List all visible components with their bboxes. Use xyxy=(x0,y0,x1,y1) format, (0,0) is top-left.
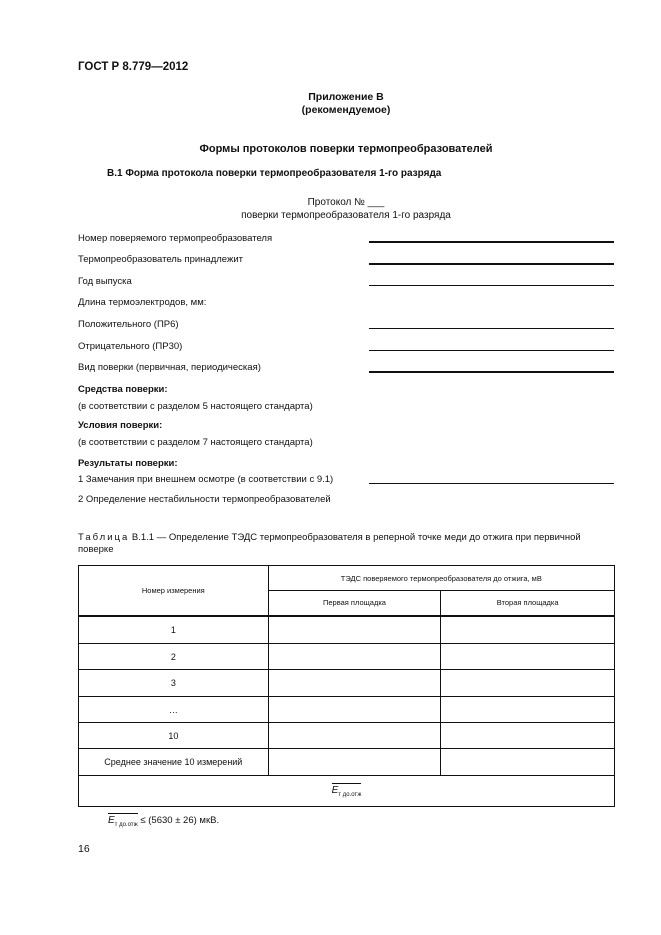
cell-row3-second[interactable] xyxy=(441,670,615,697)
cell-row10-first[interactable] xyxy=(268,723,441,749)
protocol-subject: поверки термопреобразователя 1-го разряда xyxy=(241,210,451,221)
emf-symbol: $E_{т до.отж}$ xyxy=(331,784,362,798)
field-line-serial[interactable] xyxy=(369,241,614,243)
conditions-heading: Условия поверки: xyxy=(78,420,163,431)
page-number: 16 xyxy=(78,843,90,855)
cell-row-ellipsis-first[interactable] xyxy=(268,697,441,723)
annex-subtitle: (рекомендуемое) xyxy=(301,104,391,116)
subsection-title: В.1 Форма протокола поверки термопреобразователя 1-го разряда xyxy=(107,168,442,179)
means-heading: Средства поверки: xyxy=(78,384,168,395)
field-line-owner[interactable] xyxy=(369,263,614,265)
cell-row2-second[interactable] xyxy=(441,644,615,670)
table-caption-word: Таблица xyxy=(78,532,130,543)
cell-row10-second[interactable] xyxy=(441,723,615,749)
row-label-mean: Среднее значение 10 измерений xyxy=(79,749,269,776)
field-line-negative[interactable] xyxy=(369,350,614,351)
emf-table xyxy=(78,565,615,807)
header-second-plateau: Вторая площадка xyxy=(441,591,615,616)
results-heading: Результаты поверки: xyxy=(78,458,178,469)
row-label-2: 2 xyxy=(79,644,269,670)
cell-row2-first[interactable] xyxy=(268,644,441,670)
row-emf-symbol xyxy=(79,776,615,807)
header-measure-number: Номер измерения xyxy=(79,566,269,616)
table-caption-text: В.1.1 — Определение ТЭДС термопреобразователя в реперной точке меди до отжига при первичной поверке xyxy=(78,532,581,555)
field-line-positive[interactable] xyxy=(369,328,614,329)
header-first-plateau: Первая площадка xyxy=(268,591,441,616)
cell-row-ellipsis-second[interactable] xyxy=(441,697,615,723)
header-emf-group: ТЭДС поверяемого термопреобразователя до отжига, мВ xyxy=(268,566,614,591)
cell-mean-second[interactable] xyxy=(441,749,615,776)
field-line-remarks[interactable] xyxy=(369,483,614,484)
field-label-type: Вид поверки (первичная, периодическая) xyxy=(78,362,261,373)
conditions-note: (в соответствии с разделом 7 настоящего стандарта) xyxy=(78,437,313,448)
field-label-electrode-length: Длина термоэлектродов, мм: xyxy=(78,297,207,308)
table-caption xyxy=(78,532,614,556)
annex-heading xyxy=(78,91,614,117)
formula-relation: ≤ (5630 ± 26) мкВ. xyxy=(137,815,220,826)
cell-row3-first[interactable] xyxy=(268,670,441,697)
field-label-positive: Положительного (ПР6) xyxy=(78,319,179,330)
field-label-serial: Номер поверяемого термопреобразователя xyxy=(78,233,273,244)
results-item-1: 1 Замечания при внешнем осмотре (в соответствии с 9.1) xyxy=(78,474,334,485)
document-code: ГОСТ Р 8.779—2012 xyxy=(78,61,189,73)
cell-row1-first[interactable] xyxy=(268,616,441,644)
row-label-3: 3 xyxy=(79,670,269,697)
field-label-owner: Термопреобразователь принадлежит xyxy=(78,254,243,265)
row-label-ellipsis: … xyxy=(79,697,269,723)
field-line-year[interactable] xyxy=(369,285,614,286)
row-label-1: 1 xyxy=(79,616,269,644)
results-item-2: 2 Определение нестабильности термопреобразователей xyxy=(78,494,331,505)
cell-mean-first[interactable] xyxy=(268,749,441,776)
cell-row1-second[interactable] xyxy=(441,616,615,644)
means-note: (в соответствии с разделом 5 настоящего стандарта) xyxy=(78,401,313,412)
protocol-number: Протокол № ___ xyxy=(307,197,385,208)
row-label-10: 10 xyxy=(79,723,269,749)
acceptance-formula xyxy=(108,815,219,828)
annex-title: Приложение В xyxy=(308,91,384,103)
protocol-heading xyxy=(78,196,614,222)
section-title: Формы протоколов поверки термопреобразователей xyxy=(199,143,493,155)
field-label-year: Год выпуска xyxy=(78,276,132,287)
field-line-type[interactable] xyxy=(369,371,614,373)
field-label-negative: Отрицательного (ПР30) xyxy=(78,341,183,352)
formula-symbol: $E_{т до.отж}$ xyxy=(108,815,138,828)
